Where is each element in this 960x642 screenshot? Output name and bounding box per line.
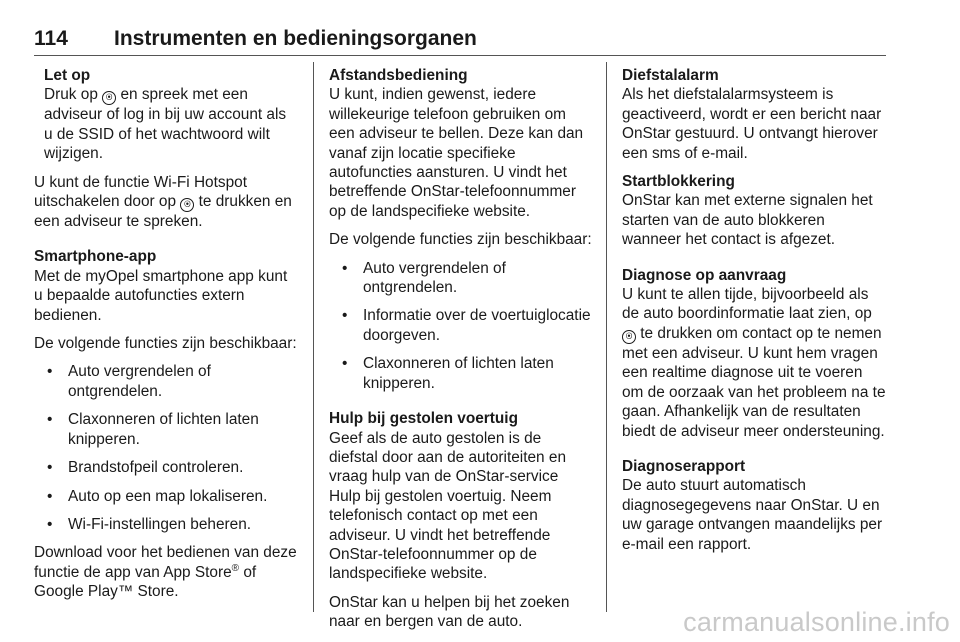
- report-text: De auto stuurt automatisch diagnosegegevens naar OnStar. U en uw garage ontvangen maandelijks per e-mail een rapport.: [622, 477, 883, 553]
- note-text: Druk op ⦿ en spreek met een adviseur of log in bij uw account als u de SSID of het wachtwoord wilt wijzigen.: [44, 86, 287, 163]
- report-heading: Diagnoserapport: [622, 457, 746, 475]
- immobilizer-text: OnStar kan met externe signalen het starten van de auto blokkeren wanneer het contact is afgezet.: [622, 192, 873, 249]
- column-3: [622, 66, 888, 563]
- theft-help-text: Geef als de auto gestolen is de diefstal door aan de autoriteiten en vraag hulp van de OnStar-service Hulp bij gestolen voertuig. Neem telefonisch contact op met een adviseur. U vindt het betreffende OnStar-telefoonnummer op de landspecifieke website.: [329, 429, 567, 583]
- column-1: [34, 66, 298, 611]
- onstar-button-icon: ⦿: [622, 330, 636, 344]
- diagnosis-heading: Diagnose op aanvraag: [622, 266, 787, 284]
- functions-intro: De volgende functies zijn beschikbaar:: [329, 231, 592, 249]
- column-divider-2: [606, 62, 607, 612]
- functions-intro: De volgende functies zijn beschikbaar:: [34, 335, 297, 353]
- remote-heading: Afstandsbediening: [329, 67, 468, 84]
- alarm-heading: Diefstalalarm: [622, 67, 719, 84]
- list-item: • Auto vergrendelen of ontgrendelen.: [329, 259, 592, 298]
- list-item: • Informatie over de voertuiglocatie doorgeven.: [329, 306, 592, 345]
- download-text: Download voor het bedienen van deze functie de app van App Store® of Google Play™ Store.: [34, 544, 297, 601]
- alarm-text: Als het diefstalalarmsysteem is geactiveerd, wordt er een bericht naar OnStar gestuurd. U ontvangt hierover een sms of e-mail.: [622, 86, 882, 162]
- page-title: Instrumenten en bedieningsorganen: [114, 27, 477, 50]
- diagnosis-text: U kunt te allen tijde, bijvoorbeeld als de auto boordinformatie laat zien, op ⦿ te drukken om contact op te nemen met een adviseur. U kunt hem vragen een realtime diagnose uit te voeren om de oorzaak van het probleem na te gaan. Afhankelijk van de resultaten biedt de adviseur meer ondersteuning.: [622, 286, 886, 440]
- list-item: • Brandstofpeil controleren.: [34, 458, 298, 477]
- onstar-button-icon: ⦿: [180, 198, 194, 212]
- column-divider-1: [313, 62, 314, 612]
- hotspot-text: U kunt de functie Wi-Fi Hotspot uitschakelen door op ⦿ te drukken en een adviseur te spreken.: [34, 173, 292, 231]
- list-item: • Auto vergrendelen of ontgrendelen.: [34, 362, 298, 401]
- smartphone-heading: Smartphone-app: [34, 248, 157, 266]
- list-item: • Wi-Fi-instellingen beheren.: [34, 515, 298, 534]
- immobilizer-heading: Startblokkering: [622, 173, 735, 191]
- page-header: [34, 27, 886, 53]
- note-heading: Let op: [44, 67, 91, 84]
- list-item: • Claxonneren of lichten laten knipperen.: [34, 410, 298, 449]
- page-number: 114: [34, 27, 68, 50]
- smartphone-functions-list: [34, 362, 298, 534]
- header-divider: [34, 55, 886, 56]
- remote-text: U kunt, indien gewenst, iedere willekeurige telefoon gebruiken om een adviseur te bellen. Deze kan dan vanaf zijn locatie specifieke autofuncties aansturen. U vindt het betreffende OnStar-telefoonnummer op de landspecifieke website.: [329, 86, 584, 220]
- column-2: [329, 66, 592, 641]
- theft-help-heading: Hulp bij gestolen voertuig: [329, 410, 518, 428]
- list-item: • Auto op een map lokaliseren.: [34, 487, 298, 506]
- remote-functions-list: [329, 259, 592, 393]
- list-item: • Claxonneren of lichten laten knipperen.: [329, 354, 592, 393]
- smartphone-text: Met de myOpel smartphone app kunt u bepaalde autofuncties extern bedienen.: [34, 267, 288, 324]
- onstar-recovery-text: OnStar kan u helpen bij het zoeken naar en bergen van de auto.: [329, 593, 570, 631]
- onstar-button-icon: ⦿: [102, 91, 116, 105]
- note-box: [34, 66, 298, 164]
- watermark: carmanualsonline.info: [683, 607, 950, 637]
